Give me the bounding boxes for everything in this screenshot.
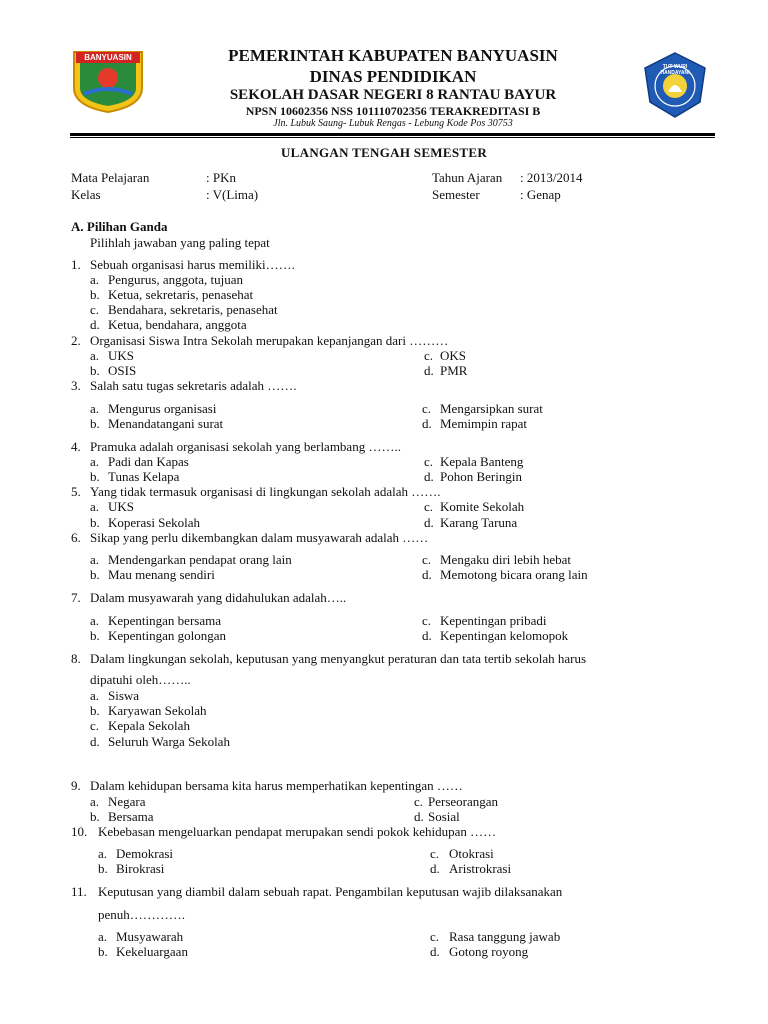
option-letter: c. xyxy=(90,302,100,317)
question-text: Dalam lingkungan sekolah, keputusan yang menyangkut peraturan dan tata tertib sekolah harus xyxy=(90,651,587,666)
subject-label: Mata Pelajaran xyxy=(71,170,150,185)
header-department: DINAS PENDIDIKAN xyxy=(309,67,477,86)
option-text: Birokrasi xyxy=(116,861,165,876)
question-text: Kebebasan mengeluarkan pendapat merupakan sendi pokok kehidupan …… xyxy=(98,824,497,839)
logo-left-label: BANYUASIN xyxy=(84,53,132,62)
option-letter: c. xyxy=(422,552,432,567)
option-text: OKS xyxy=(440,348,467,363)
option-letter: a. xyxy=(90,348,100,363)
semester-label: Semester xyxy=(432,187,480,202)
question-number: 2. xyxy=(71,333,81,348)
option-letter: b. xyxy=(90,628,100,643)
option-letter: a. xyxy=(90,272,100,287)
exam-title: ULANGAN TENGAH SEMESTER xyxy=(280,145,488,160)
option-letter: b. xyxy=(90,703,100,718)
class-value: : V(Lima) xyxy=(206,187,259,202)
question-text: Sebuah organisasi harus memiliki……. xyxy=(90,257,295,272)
option-text: Mengaku diri lebih hebat xyxy=(440,552,572,567)
option-text: Karyawan Sekolah xyxy=(108,703,207,718)
option-text: Padi dan Kapas xyxy=(108,454,189,469)
question-number: 9. xyxy=(71,778,81,793)
option-text: Siswa xyxy=(108,688,140,703)
option-text: Perseorangan xyxy=(428,794,499,809)
option-letter: d. xyxy=(430,861,440,876)
option-text: OSIS xyxy=(108,363,137,378)
year-value: : 2013/2014 xyxy=(520,170,583,185)
option-letter: a. xyxy=(90,401,100,416)
option-letter: d. xyxy=(422,416,432,431)
option-letter: a. xyxy=(98,929,108,944)
option-text: Otokrasi xyxy=(449,846,494,861)
option-letter: a. xyxy=(98,846,108,861)
option-letter: d. xyxy=(90,734,100,749)
question-number: 11. xyxy=(71,884,87,899)
option-letter: a. xyxy=(90,688,100,703)
question-number: 8. xyxy=(71,651,81,666)
option-text: Rasa tanggung jawab xyxy=(449,929,561,944)
question-text: Sikap yang perlu dikembangkan dalam musyawarah adalah …… xyxy=(90,530,429,545)
option-text: Pohon Beringin xyxy=(440,469,522,484)
option-letter: b. xyxy=(98,861,108,876)
option-text: Kepala Sekolah xyxy=(108,718,190,733)
option-text: Negara xyxy=(108,794,146,809)
option-text: Mengurus organisasi xyxy=(108,401,217,416)
header-school: SEKOLAH DASAR NEGERI 8 RANTAU BAYUR xyxy=(229,87,557,103)
option-text: Kekeluargaan xyxy=(116,944,188,959)
option-text: Mengarsipkan surat xyxy=(440,401,543,416)
question-number: 4. xyxy=(71,439,81,454)
option-letter: d. xyxy=(430,944,440,959)
option-letter: c. xyxy=(424,454,434,469)
option-text: Pengurus, anggota, tujuan xyxy=(108,272,244,287)
option-letter: c. xyxy=(424,499,434,514)
option-letter: c. xyxy=(90,718,100,733)
option-text: UKS xyxy=(108,499,135,514)
option-letter: b. xyxy=(90,287,100,302)
section-instruction: Pilihlah jawaban yang paling tepat xyxy=(90,235,270,250)
option-letter: d. xyxy=(90,317,100,332)
question-text: Keputusan yang diambil dalam sebuah rapat. Pengambilan keputusan wajib dilaksanakan xyxy=(98,884,563,899)
option-text: Musyawarah xyxy=(116,929,184,944)
option-text: Ketua, bendahara, anggota xyxy=(108,317,247,332)
option-letter: b. xyxy=(90,809,100,824)
option-text: Ketua, sekretaris, penasehat xyxy=(108,287,254,302)
option-letter: c. xyxy=(430,846,440,861)
option-text: Kepala Banteng xyxy=(440,454,524,469)
year-label: Tahun Ajaran xyxy=(432,170,503,185)
option-letter: b. xyxy=(90,567,100,582)
option-letter: c. xyxy=(424,348,434,363)
option-letter: c. xyxy=(414,794,424,809)
option-letter: a. xyxy=(90,454,100,469)
question-text-continued: penuh…………. xyxy=(98,907,186,922)
option-text: Gotong royong xyxy=(449,944,529,959)
option-letter: b. xyxy=(90,416,100,431)
question-text: Salah satu tugas sekretaris adalah ……. xyxy=(90,378,297,393)
option-letter: d. xyxy=(422,567,432,582)
option-letter: d. xyxy=(424,363,434,378)
option-text: Memotong bicara orang lain xyxy=(440,567,588,582)
option-text: Sosial xyxy=(428,809,460,824)
subject-value: : PKn xyxy=(206,170,236,185)
option-text: Kepentingan pribadi xyxy=(440,613,547,628)
option-text: Karang Taruna xyxy=(440,515,518,530)
option-letter: b. xyxy=(98,944,108,959)
option-text: Koperasi Sekolah xyxy=(108,515,201,530)
option-text: Demokrasi xyxy=(116,846,174,861)
option-letter: b. xyxy=(90,363,100,378)
option-text: UKS xyxy=(108,348,135,363)
question-text-continued: dipatuhi oleh…….. xyxy=(90,672,191,687)
option-letter: a. xyxy=(90,794,100,809)
option-letter: a. xyxy=(90,499,100,514)
option-letter: b. xyxy=(90,515,100,530)
section-heading: A. Pilihan Ganda xyxy=(71,219,168,234)
header-address: Jln. Lubuk Saung- Lubuk Rengas - Lebung Kode Pos 30753 xyxy=(273,118,513,129)
question-number: 1. xyxy=(71,257,81,272)
option-text: Mendengarkan pendapat orang lain xyxy=(108,552,292,567)
option-text: Aristrokrasi xyxy=(449,861,512,876)
option-text: PMR xyxy=(440,363,468,378)
option-text: Seluruh Warga Sekolah xyxy=(108,734,230,749)
question-text: Yang tidak termasuk organisasi di lingkungan sekolah adalah ……. xyxy=(90,484,441,499)
question-number: 5. xyxy=(71,484,81,499)
option-letter: a. xyxy=(90,552,100,567)
question-text: Pramuka adalah organisasi sekolah yang berlambang …….. xyxy=(90,439,401,454)
semester-value: : Genap xyxy=(520,187,561,202)
option-letter: d. xyxy=(414,809,424,824)
option-text: Menandatangani surat xyxy=(108,416,224,431)
class-label: Kelas xyxy=(71,187,101,202)
question-number: 3. xyxy=(71,378,81,393)
option-text: Bersama xyxy=(108,809,154,824)
option-text: Kepentingan bersama xyxy=(108,613,221,628)
option-letter: b. xyxy=(90,469,100,484)
option-letter: d. xyxy=(424,469,434,484)
option-letter: c. xyxy=(422,401,432,416)
option-letter: d. xyxy=(422,628,432,643)
question-text: Organisasi Siswa Intra Sekolah merupakan kepanjangan dari ……… xyxy=(90,333,449,348)
option-text: Bendahara, sekretaris, penasehat xyxy=(108,302,278,317)
question-number: 10. xyxy=(71,824,88,839)
option-text: Memimpin rapat xyxy=(440,416,528,431)
option-letter: a. xyxy=(90,613,100,628)
question-text: Dalam kehidupan bersama kita harus memperhatikan kepentingan …… xyxy=(90,778,463,793)
header-npsn: NPSN 10602356 NSS 101110702356 TERAKREDITASI B xyxy=(245,104,541,118)
header-divider-thin xyxy=(70,137,715,138)
option-letter: d. xyxy=(424,515,434,530)
question-text: Dalam musyawarah yang didahulukan adalah….. xyxy=(90,590,347,605)
option-letter: c. xyxy=(422,613,432,628)
option-text: Kepentingan golongan xyxy=(108,628,227,643)
option-text: Kepentingan kelomopok xyxy=(440,628,569,643)
header-divider-thick xyxy=(70,133,715,136)
option-text: Komite Sekolah xyxy=(440,499,525,514)
option-text: Tunas Kelapa xyxy=(108,469,180,484)
question-number: 7. xyxy=(71,590,81,605)
header-government: PEMERINTAH KABUPATEN BANYUASIN xyxy=(228,46,558,65)
question-number: 6. xyxy=(71,530,81,545)
option-letter: c. xyxy=(430,929,440,944)
logo-right-label: TUT WURI HANDAYANI xyxy=(660,64,690,76)
option-text: Mau menang sendiri xyxy=(108,567,215,582)
